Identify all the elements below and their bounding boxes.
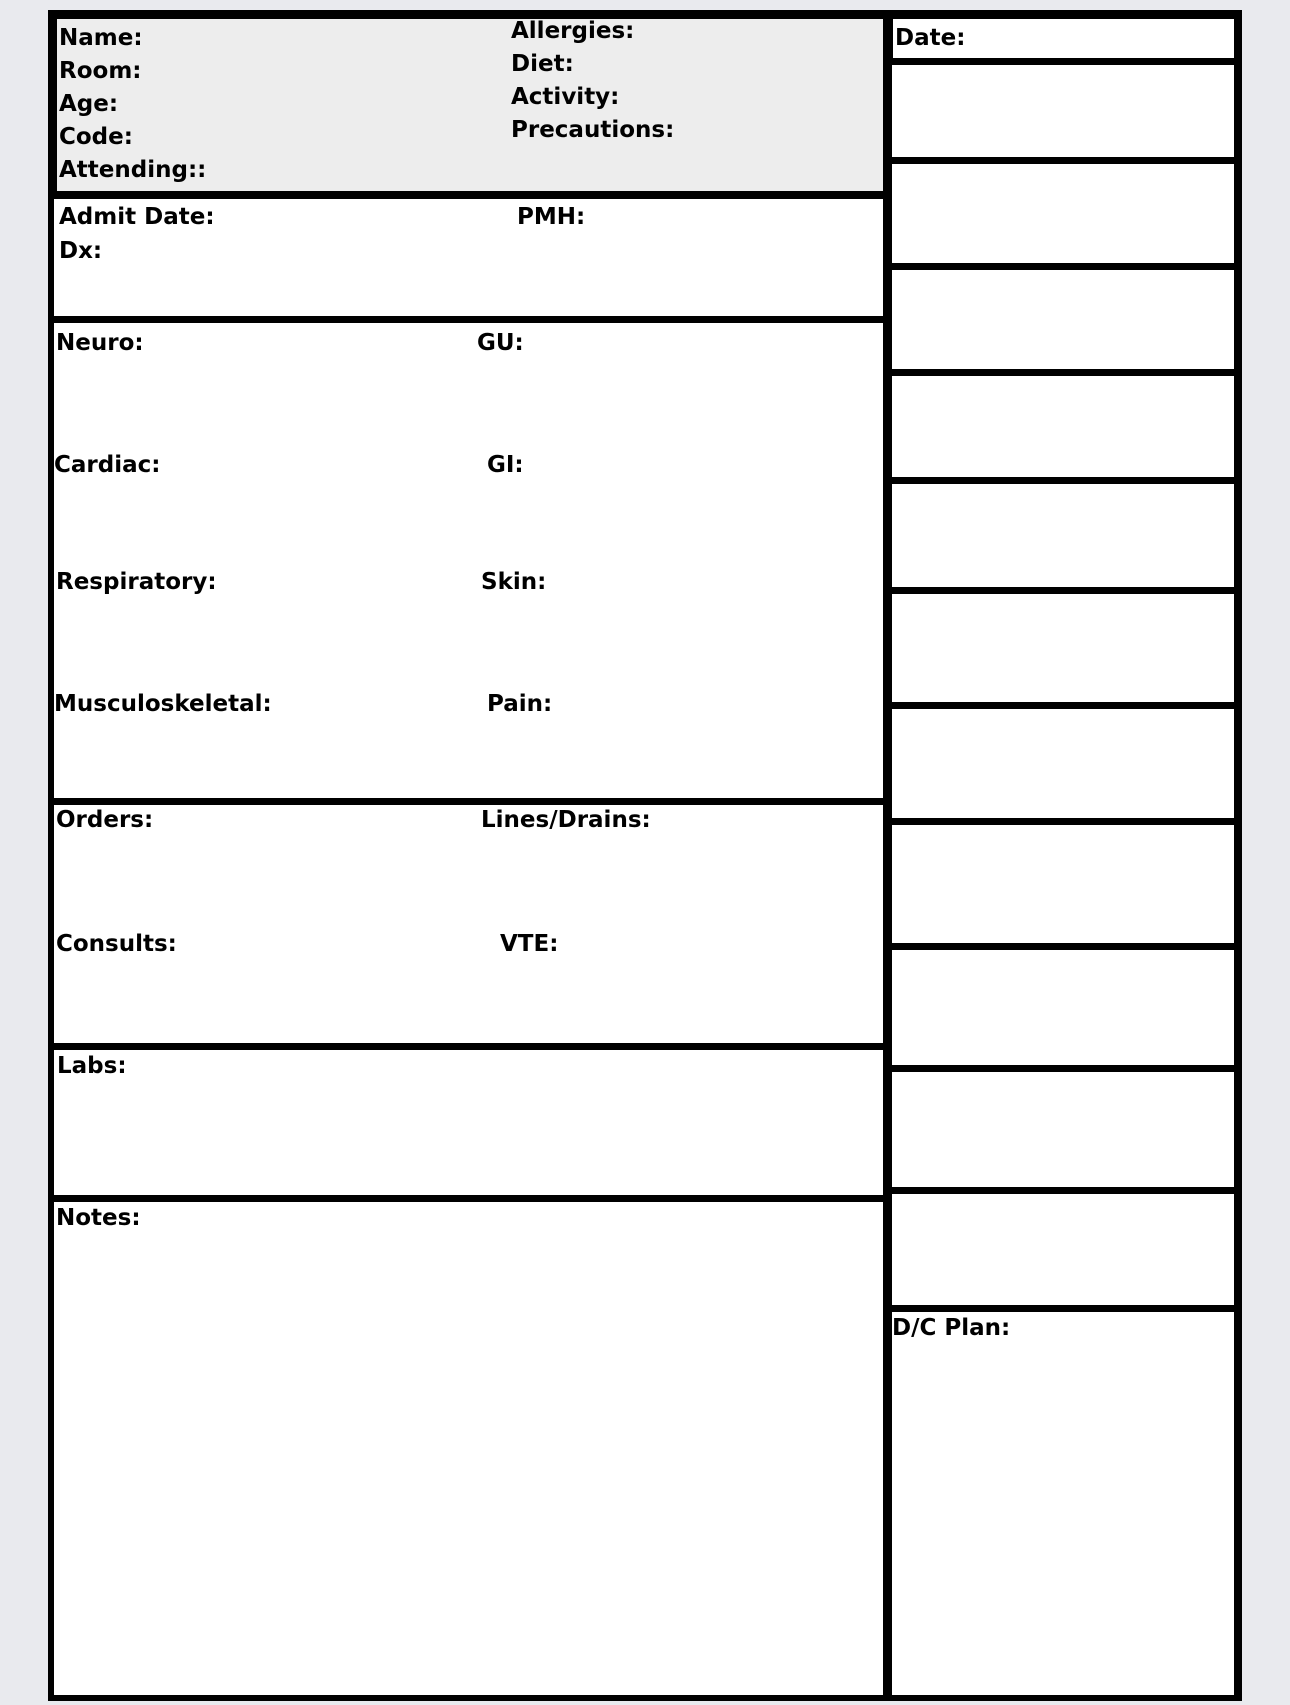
sidebar-line: [890, 477, 1238, 484]
gi-label: GI:: [487, 452, 524, 478]
skin-label: Skin:: [481, 569, 547, 595]
sidebar-line: [890, 263, 1238, 270]
sidebar-line: [890, 58, 1238, 65]
dc-plan-label: D/C Plan:: [892, 1315, 1011, 1341]
room-label: Room:: [59, 58, 142, 84]
vte-label: VTE:: [500, 931, 559, 957]
sidebar-line: [890, 1065, 1238, 1072]
attending-label: Attending::: [59, 157, 207, 183]
dx-label: Dx:: [59, 238, 103, 264]
divider-admission: [54, 316, 886, 323]
sidebar-line: [890, 1305, 1238, 1312]
musculoskeletal-label: Musculoskeletal:: [54, 691, 272, 717]
consults-label: Consults:: [56, 931, 177, 957]
sidebar-line: [890, 587, 1238, 594]
sidebar-line: [890, 943, 1238, 950]
divider-systems: [54, 798, 886, 805]
sidebar-right-border: [1234, 16, 1238, 1695]
orders-label: Orders:: [56, 807, 154, 833]
name-label: Name:: [59, 25, 143, 51]
sidebar-line: [890, 157, 1238, 164]
pain-label: Pain:: [487, 691, 553, 717]
sidebar-line: [890, 1187, 1238, 1194]
lines-drains-label: Lines/Drains:: [481, 807, 651, 833]
neuro-label: Neuro:: [56, 330, 144, 356]
divider-header: [54, 192, 886, 199]
respiratory-label: Respiratory:: [56, 569, 217, 595]
precautions-label: Precautions:: [511, 117, 675, 143]
labs-label: Labs:: [57, 1053, 127, 1079]
diet-label: Diet:: [511, 51, 574, 77]
pmh-label: PMH:: [517, 204, 586, 230]
allergies-label: Allergies:: [511, 18, 635, 44]
divider-orders: [54, 1043, 886, 1050]
sidebar-line: [890, 369, 1238, 376]
activity-label: Activity:: [511, 84, 620, 110]
date-label: Date:: [895, 25, 966, 51]
admit-date-label: Admit Date:: [59, 204, 215, 230]
notes-label: Notes:: [56, 1205, 141, 1231]
divider-labs: [54, 1195, 886, 1202]
sidebar-line: [890, 818, 1238, 825]
code-label: Code:: [59, 124, 133, 150]
cardiac-label: Cardiac:: [54, 452, 161, 478]
age-label: Age:: [59, 91, 119, 117]
gu-label: GU:: [477, 330, 524, 356]
sidebar-line: [890, 702, 1238, 709]
